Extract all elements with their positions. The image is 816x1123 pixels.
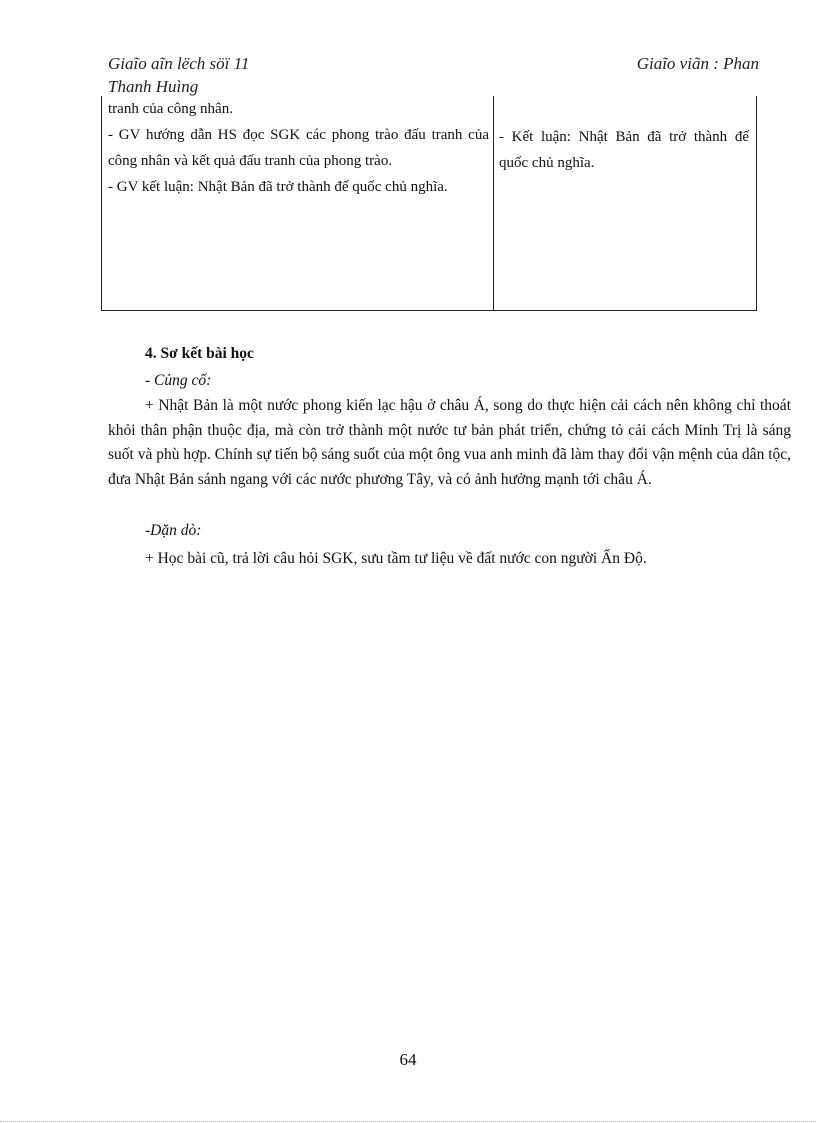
cung-co-label: - Củng cố: (145, 372, 212, 389)
header-teacher-name: Thanh Huìng (108, 77, 199, 96)
table-text: - GV hướng dẫn HS đọc SGK các phong trào đấu tranh của công nhân và kết quả đấu tranh của phong trào. (108, 127, 489, 169)
dan-do-paragraph: + Học bài cũ, trả lời câu hỏi SGK, sưu tầm tư liệu về đất nước con người Ấn Độ. (145, 550, 647, 567)
page-number: 64 (399, 1050, 417, 1069)
table-cell-teacher-activity (108, 96, 489, 200)
lesson-table (101, 96, 757, 311)
header-teacher: Giaĩo viãn : Phan (636, 54, 759, 73)
header-subject: Giaĩo aĩn lëch söï 11 (108, 54, 250, 73)
dan-do-label: -Dặn dò: (145, 522, 202, 539)
table-column-divider (493, 96, 494, 310)
table-text: - Kết luận: Nhật Bản đã trở thành đế quốc chủ nghĩa. (499, 129, 749, 171)
table-text: - GV kết luận: Nhật Bản đã trở thành đế quốc chủ nghĩa. (108, 179, 448, 195)
page-bottom-border (0, 1121, 816, 1122)
table-text: tranh của công nhân. (108, 101, 233, 117)
cung-co-paragraph: + Nhật Bản là một nước phong kiến lạc hậu ở châu Á, song do thực hiện cải cách nên không chỉ thoát khỏi thân phận thuộc địa, mà còn trở thành một nước tư bản phát triển, chứng tỏ cải cách Minh Trị là sáng suốt và phù hợp. Chính sự tiến bộ sáng suốt của một ông vua anh minh đã làm thay đổi vận mệnh của dân tộc, đưa Nhật Bản sánh ngang với các nước phương Tây, và có ảnh hưởng mạnh tới châu Á. (108, 397, 791, 488)
table-cell-knowledge (499, 124, 749, 176)
section-heading: 4. Sơ kết bài học (145, 345, 254, 362)
